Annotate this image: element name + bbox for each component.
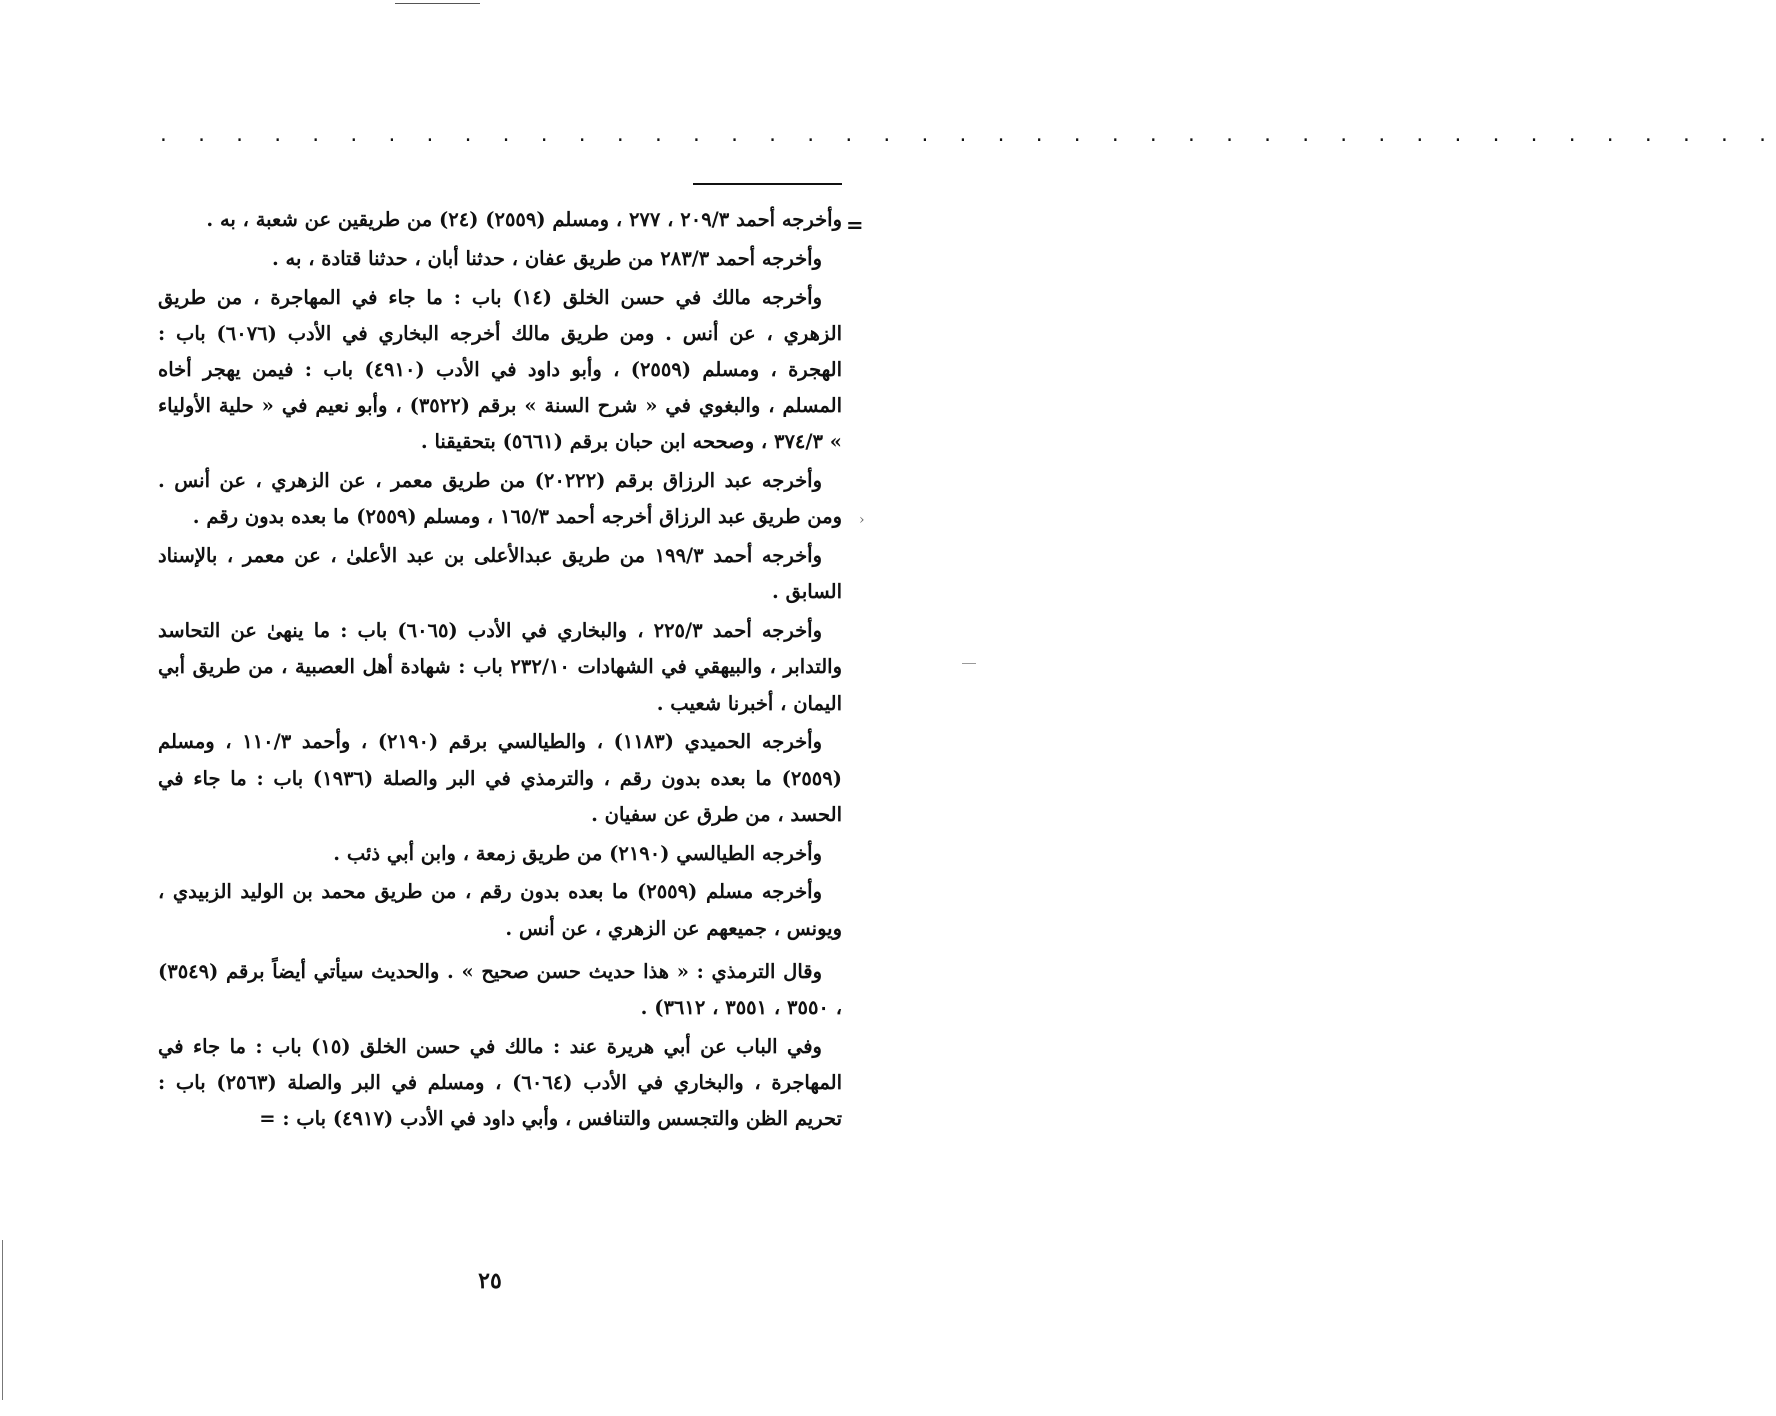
footnote-paragraph: وأخرجه مسلم (٢٥٥٩) ما بعده بدون رقم ، من طريق محمد بن الوليد الزبيدي ، ويونس ، جميعهم عن الزهري ، عن أنس . [158, 880, 842, 940]
footnote-paragraph: وفي الباب عن أبي هريرة عند : مالك في حسن الخلق (١٥) باب : ما جاء في المهاجرة ، والبخاري في الأدب (٦٠٦٤) ، ومسلم في البر والصلة (٢٥٦٣) باب : تحريم الظن والتجسس والتنافس ، وأبي داود في الأدب (٤٩١٧) باب : = [158, 1034, 842, 1131]
footnote-paragraph: وأخرجه أحمد ٢٨٣/٣ من طريق عفان ، حدثنا أبان ، حدثنا قتادة ، به . [271, 246, 822, 270]
page-number: ٢٥ [478, 1268, 502, 1294]
footnote-paragraph: وأخرجه الطيالسي (٢١٩٠) من طريق زمعة ، وابن أبي ذئب . [333, 841, 822, 865]
continuation-mark: = [846, 212, 864, 237]
dotted-separator: . . . . . . . . . . . . . . . . . . . . . . . . . . . . . . . . . . . . . . . . . . . [158, 125, 1776, 146]
top-rule [395, 3, 480, 4]
footnotes-block [158, 202, 842, 1140]
footnote-paragraph: وأخرجه أحمد ١٩٩/٣ من طريق عبدالأعلى بن عبد الأعلىٰ ، عن معمر ، بالإسناد السابق . [158, 544, 842, 604]
footnote-paragraph: وأخرجه مالك في حسن الخلق (١٤) باب : ما جاء في المهاجرة ، من طريق الزهري ، عن أنس . ومن طريق مالك أخرجه البخاري في الأدب (٦٠٧٦) باب : الهجرة ، ومسلم (٢٥٥٩) ، وأبو داود في الأدب (٤٩١٠) باب : فيمن يهجر أخاه المسلم ، والبغوي في « شرح السنة » برقم (٣٥٢٢) ، وأبو نعيم في « حلية الأولياء » ٣٧٤/٣ ، وصححه ابن حبان برقم (٥٦٦١) بتحقيقنا . [158, 285, 843, 454]
footnote-paragraph: وأخرجه عبد الرزاق برقم (٢٠٢٢٢) من طريق معمر ، عن الزهري ، عن أنس . ومن طريق عبد الرزاق أخرجه أحمد ١٦٥/٣ ، ومسلم (٢٥٥٩) ما بعده بدون رقم . [158, 469, 842, 529]
footnote-paragraph: وأخرجه الحميدي (١١٨٣) ، والطيالسي برقم (٢١٩٠) ، وأحمد ١١٠/٣ ، ومسلم (٢٥٥٩) ما بعده بدون رقم ، والترمذي في البر والصلة (١٩٣٦) باب : ما جاء في الحسد ، من طرق عن سفيان . [158, 730, 842, 826]
footnote-paragraph: وقال الترمذي : « هذا حديث حسن صحيح » . والحديث سيأتي أيضاً برقم (٣٥٤٩) ، ٣٥٥٠ ، ٣٥٥١ ، ٣٦١٢) . [158, 959, 842, 1020]
scan-margin-dash [962, 663, 976, 664]
footnote-paragraph: وأخرجه أحمد ٢٢٥/٣ ، والبخاري في الأدب (٦٠٦٥) باب : ما ينهىٰ عن التحاسد والتدابر ، والبيهقي في الشهادات ٢٣٢/١٠ باب : شهادة أهل العصبية ، من طريق أبي اليمان ، أخبرنا شعيب . [158, 619, 843, 715]
footnote-paragraph: وأخرجه أحمد ٢٠٩/٣ ، ٢٧٧ ، ومسلم (٢٥٥٩) (٢٤) من طريقين عن شعبة ، به . [206, 208, 842, 231]
scan-margin-mark: › [859, 512, 865, 528]
scan-edge-line [2, 1240, 3, 1400]
footnote-rule [693, 183, 842, 185]
